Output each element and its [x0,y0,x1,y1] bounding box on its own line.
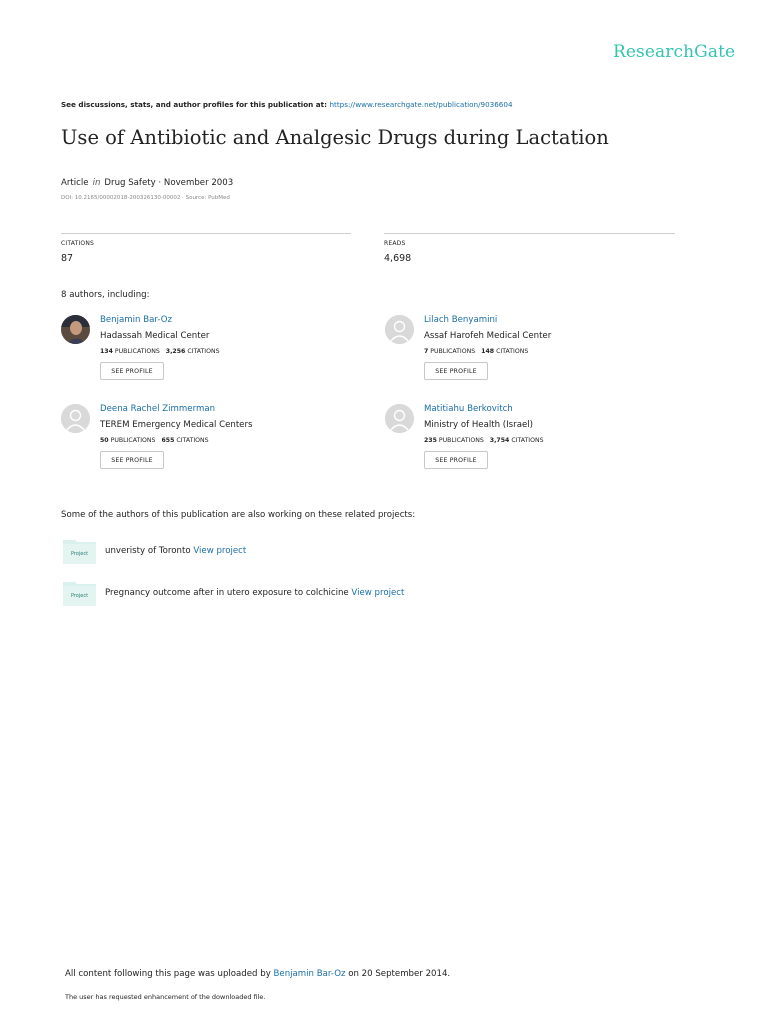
reads-divider [384,233,675,234]
project-text [105,546,246,556]
citations-count: 3,754 [489,437,510,444]
see-profile-button[interactable]: SEE PROFILE [100,451,164,469]
avatar[interactable] [61,315,90,344]
author-institution: Hadassah Medical Center [100,331,210,341]
publications-label: PUBLICATIONS [430,348,476,355]
citations-label: CITATIONS [176,437,209,444]
publications-count: 134 [100,348,113,355]
project-folder-icon [63,580,96,606]
project-name: unveristy of Toronto [105,546,194,556]
reads-label: READS [384,240,406,247]
researchgate-logo[interactable]: ResearchGate [613,42,736,62]
doi-source: DOI: 10.2165/00002018-200326130-00002 · Source: PubMed [61,195,230,201]
author-name-link[interactable]: Lilach Benyamini [424,315,498,325]
default-avatar-icon[interactable] [385,404,414,433]
author-name-link[interactable]: Deena Rachel Zimmerman [100,404,216,414]
meta-in: in [92,178,101,188]
publications-label: PUBLICATIONS [110,437,156,444]
citations-divider [61,233,351,234]
project-text [105,588,404,598]
default-avatar-icon[interactable] [61,404,90,433]
reads-value: 4,698 [384,253,412,264]
citations-value: 87 [61,253,74,264]
citations-count: 3,256 [165,348,186,355]
publication-meta [61,178,233,188]
project-icon-label: Project [70,551,89,557]
enhancement-note: The user has requested enhancement of the downloaded file. [65,993,266,1001]
publications-count: 50 [100,437,109,444]
citations-label: CITATIONS [187,348,220,355]
see-discussions-line [61,100,513,109]
project-icon-label: Project [70,593,89,599]
default-avatar-icon[interactable] [385,315,414,344]
publications-label: PUBLICATIONS [114,348,160,355]
see-profile-button[interactable]: SEE PROFILE [100,362,164,380]
publication-title: Use of Antibiotic and Analgesic Drugs during Lactation [61,126,609,149]
citations-label: CITATIONS [61,240,95,247]
author-card [385,315,685,395]
project-name: Pregnancy outcome after in utero exposure to colchicine [105,588,352,598]
publication-type: Article [61,178,89,188]
publications-count: 235 [424,437,437,444]
author-card [61,404,361,484]
author-institution: Assaf Harofeh Medical Center [424,331,552,341]
authors-heading: 8 authors, including: [61,290,150,300]
author-stats [100,348,220,355]
project-item [63,538,663,566]
author-stats [424,437,544,444]
author-card [61,315,361,395]
author-card [385,404,685,484]
publication-url-link[interactable]: https://www.researchgate.net/publication/9036604 [329,100,513,109]
author-institution: TEREM Emergency Medical Centers [100,420,253,430]
see-profile-button[interactable]: SEE PROFILE [424,451,488,469]
related-projects-heading: Some of the authors of this publication are also working on these related projects: [61,510,416,520]
see-profile-button[interactable]: SEE PROFILE [424,362,488,380]
publications-count: 7 [424,348,429,355]
author-institution: Ministry of Health (Israel) [424,420,533,430]
view-project-link[interactable]: View project [351,588,405,598]
upload-prefix: All content following this page was uploaded by [65,969,274,979]
citations-label: CITATIONS [496,348,529,355]
view-project-link[interactable]: View project [193,546,247,556]
citations-label: CITATIONS [511,437,544,444]
publications-label: PUBLICATIONS [438,437,484,444]
author-stats [424,348,528,355]
upload-note [65,969,450,979]
author-name-link[interactable]: Benjamin Bar-Oz [100,315,172,325]
project-folder-icon [63,538,96,564]
uploader-link[interactable]: Benjamin Bar-Oz [273,969,346,979]
author-stats [100,437,209,444]
upload-suffix: on 20 September 2014. [345,969,451,979]
project-item [63,580,663,608]
author-name-link[interactable]: Matitiahu Berkovitch [424,404,513,414]
see-discussions-text: See discussions, stats, and author profiles for this publication at: [61,100,330,109]
journal-date: Drug Safety · November 2003 [104,178,234,188]
citations-count: 655 [161,437,175,444]
citations-count: 148 [481,348,495,355]
